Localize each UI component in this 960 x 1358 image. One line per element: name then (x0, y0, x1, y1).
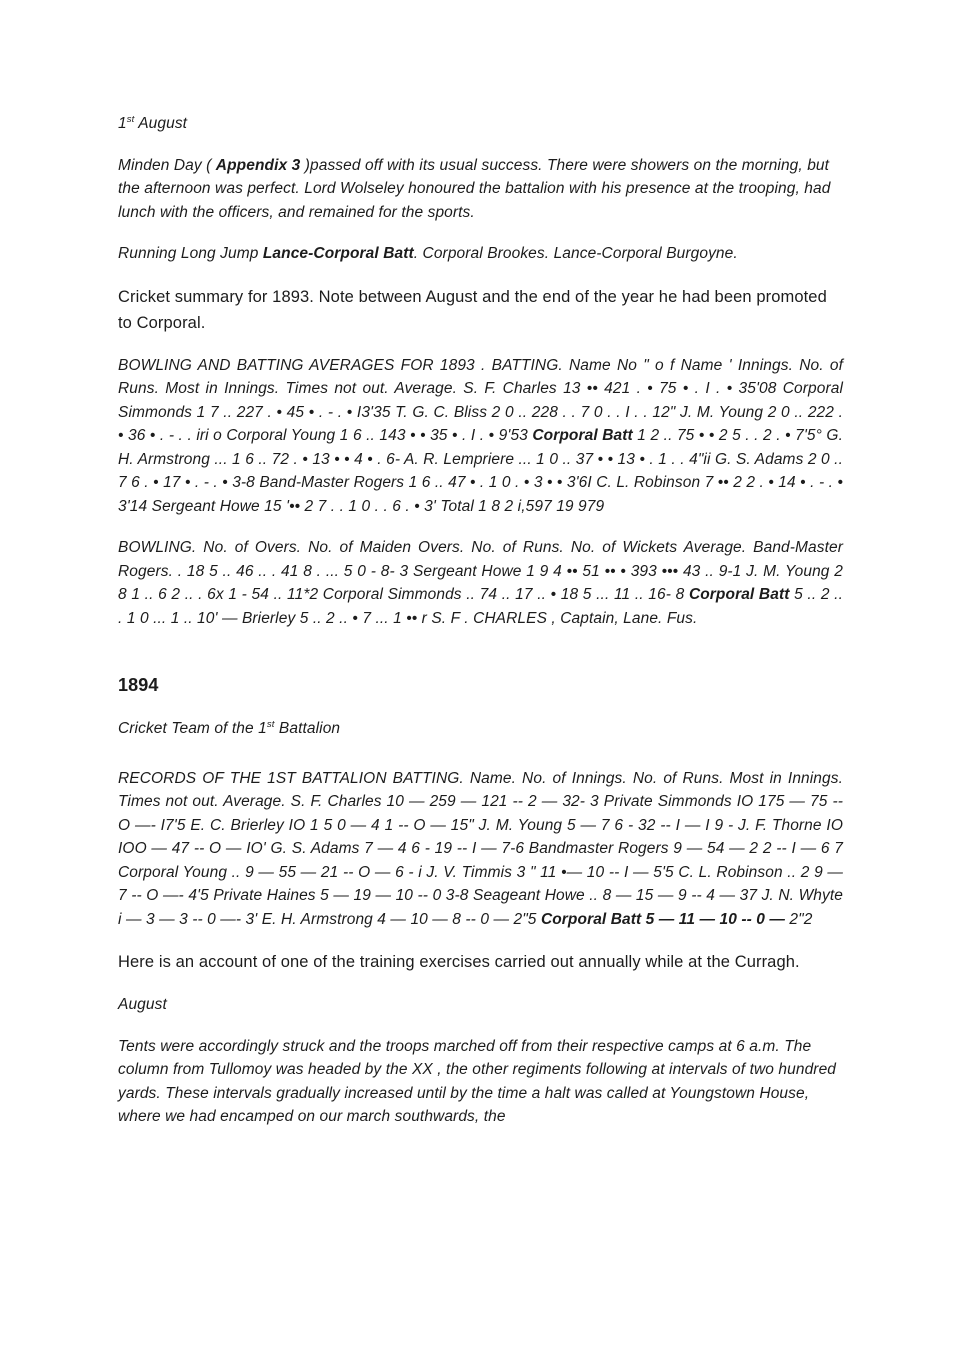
text-run: 1 (118, 115, 127, 132)
cricket-summary-paragraph (118, 284, 843, 336)
text-run: Cricket summary for 1893. Note between August and the end of the year he had been promoted to Corporal. (118, 287, 827, 332)
text-run: Here is an account of one of the training exercises carried out annually while at the Curragh. (118, 953, 800, 971)
text-run: . Corporal Brookes. Lance-Corporal Burgoyne. (413, 245, 738, 262)
text-run: August (118, 996, 167, 1013)
records-1st-battalion-paragraph (118, 767, 843, 932)
tents-march-paragraph (118, 1035, 843, 1129)
text-run: st (266, 718, 275, 730)
year-heading-1894 (118, 674, 843, 697)
running-long-jump-line (118, 242, 843, 266)
text-run: Appendix 3 (215, 156, 301, 174)
august-line (118, 993, 843, 1017)
text-run: Running Long Jump (118, 245, 263, 262)
text-run: Lance-Corporal Batt (262, 245, 414, 262)
text-run: RECORDS OF THE 1ST BATTALION BATTING. Name. No. of Innings. No. of Runs. Most in Innings. Times not out. Average. S. F. Charles 10 — 259 — 121 -- 2 — 32- 3 Private Simmonds IO 175 — 75 -- O —- I7'5 E. C. Brierley IO 1 5 0 — 4 1 -- O — 15" J. M. Young 5 — 7 6 - 32 -- I — I 9 - J. F. Thorne IO IOO — 47 -- O — IO' G. S. Adams 7 — 4 6 - 19 -- I — 7-6 Bandmaster Rogers 9 — 54 — 2 2 -- I — 6 7 Corporal Young .. 9 — 55 — 21 -- O — 6 - i J. V. Timmis 3 " 11 •— 10 -- I — 5'5 C. L. Robinson .. 2 9 — 7 -- O —- 4'5 Private Haines 5 — 19 — 10 -- 0 3-8 Seageant Howe .. 8 — 15 — 9 -- 4 — 37 J. N. Whyte i — 3 — 3 -- 0 —- 3' E. H. Armstrong 4 — 10 — 8 -- 0 — 2"5 (118, 769, 843, 928)
text-run: Minden Day ( (118, 156, 216, 174)
batting-averages-1893-paragraph (118, 354, 843, 519)
text-run: BOWLING. No. of Overs. No. of Maiden Overs. No. of Runs. No. of Wickets Average. Band-Master Rogers. . 18 5 .. 46 .. . 41 8 . ... 5 0 - 8- 3 Sergeant Howe 1 9 4 •• 51 •• • 393 ••• 43 .. 9-1 J. M. Young 2 8 1 .. 6 2 .. . 6x 1 - 54 .. 11*2 Corporal Simmonds .. 74 .. 17 .. • 18 5 ... 11 .. 16- 8 (118, 539, 843, 603)
text-run: 1 2 .. 75 • • 2 5 . . 2 . • 7'5° G. H. Armstrong ... 1 6 .. 72 . • 13 • • 4 • . 6- A. R. Lempriere ... 1 0 .. 37 • • 13 • . 1 . . 4"ii G. S. Adams 2 0 .. 7 6 . • 17 • . - . • 3-8 Band-Master Rogers 1 6 .. 47 • . 1 0 . • 3 • • 3'6I C. L. Robinson 7 •• 2 2 . • 14 • . - . • 3'14 Sergeant Howe 15 '•• 2 7 . . 1 0 . . 6 . • 3' Total 1 8 2 i,597 19 979 (118, 427, 843, 515)
cricket-team-caption (118, 717, 843, 741)
text-run: )passed off with its usual success. There were showers on the morning, but the afternoon was perfect. Lord Wolseley honoured the battalion with his presence at the trooping, had lunch with the officers, and remained for the sports. (118, 156, 831, 221)
text-run: 2"2 (785, 910, 813, 928)
text-run: Corporal Batt (688, 586, 790, 603)
bowling-averages-1893-paragraph (118, 536, 843, 630)
text-run: 1894 (118, 675, 159, 695)
training-exercises-intro (118, 949, 843, 975)
text-run: Cricket Team of the 1 (118, 720, 267, 737)
text-run: Corporal Batt 5 — 11 — 10 -- 0 — (540, 910, 786, 928)
text-run: Corporal Batt (532, 427, 633, 444)
minden-day-paragraph (118, 154, 843, 225)
text-run: st (126, 113, 135, 125)
text-run: Battalion (274, 720, 341, 737)
text-run: 5 .. 2 .. . 1 0 ... 1 .. 10' — Brierley 5 .. 2 .. • 7 ... 1 •• r S. F . CHARLES , Captain, Lane. Fus. (118, 586, 843, 627)
text-run: Tents were accordingly struck and the troops marched off from their respective camps at 6 a.m. The column from Tullomoy was headed by the XX , the other regiments following at intervals of two hundred yards. These intervals gradually increased until by the time a halt was called at Youngstown House, where we had encamped on our march southwards, the (118, 1037, 837, 1125)
text-run: BOWLING AND BATTING AVERAGES FOR 1893 . BATTING. Name No " o f Name ' Innings. No. of Runs. Most in Innings. Times not out. Average. S. F. Charles 13 •• 421 . • 75 • . I . • 35'08 Corporal Simmonds 1 7 .. 227 . • 45 • . - . • I3'35 T. G. C. Bliss 2 0 .. 228 . . 7 0 . . I . . 12" J. M. Young 2 0 .. 222 . • 36 • . - . . iri o Corporal Young 1 6 .. 143 • • 35 • . I . • 9'53 (118, 356, 843, 444)
text-run: August (134, 115, 188, 132)
date-heading-1st-august (118, 112, 843, 136)
document-body (118, 112, 843, 1129)
